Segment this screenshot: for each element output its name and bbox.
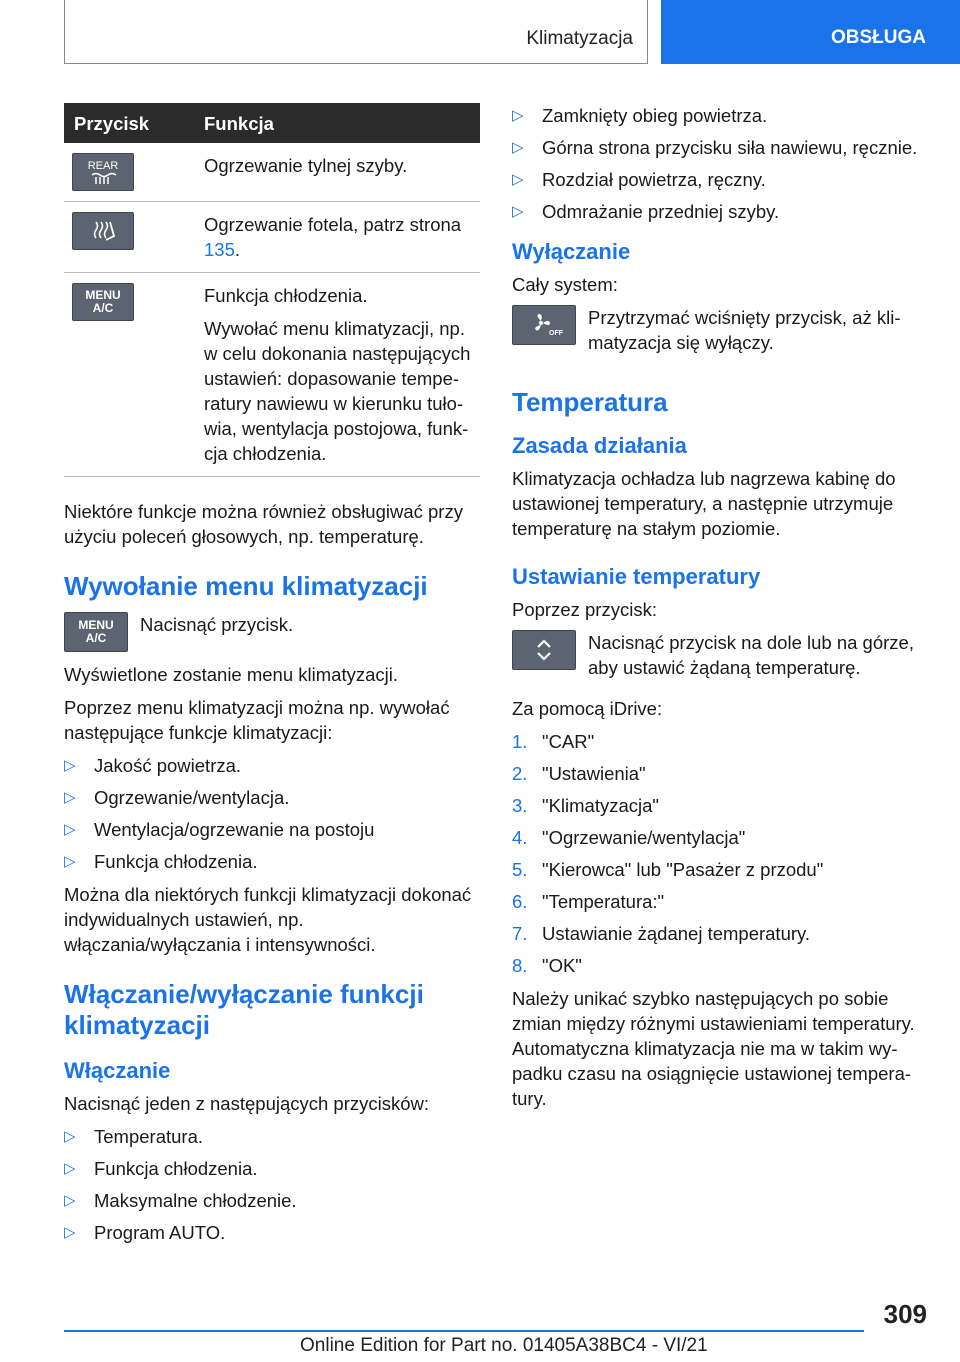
heading-set-temperature: Ustawianie temperatury: [512, 564, 761, 589]
on-button-list: [64, 1124, 480, 1245]
chapter-tab[interactable]: OBSŁUGA: [661, 0, 960, 64]
list-item: 1. "CAR": [512, 731, 595, 752]
heading-principle: Zasada działania: [512, 433, 687, 458]
table-row: [64, 143, 480, 202]
list-item: 6. "Temperatura:": [512, 891, 665, 912]
table-header-function: Funkcja: [192, 103, 480, 143]
list-item: 4. "Ogrzewanie/wentylacja": [512, 827, 746, 848]
list-item: ▷ Odmrażanie przedniej szyby.: [512, 199, 928, 224]
list-item: ▷ Ogrzewanie/wentylacja.: [64, 785, 480, 810]
list-item: 2. "Ustawienia": [512, 763, 646, 784]
paragraph: Nacisnąć jeden z następujących przycisków:: [64, 1093, 430, 1114]
paragraph: Poprzez menu klimatyzacji można np. wywołać następujące funkcje klimatyzacji:: [64, 697, 450, 743]
temperature-up-down-icon: [512, 630, 576, 670]
list-item: 3. "Klimatyzacja": [512, 795, 659, 816]
page-number: 309: [883, 1299, 927, 1329]
heading-off: Wyłączanie: [512, 239, 631, 264]
paragraph: Można dla niektórych funkcji klimatyzacji dokonać indywidualnych ustawień, np. włączania/wyłączania i intensywności.: [64, 884, 472, 955]
idrive-steps: [512, 729, 928, 978]
function-text: Funkcja chłodzenia.: [204, 285, 368, 306]
page-link[interactable]: 135: [204, 239, 235, 260]
instruction-text: Przytrzymać wciśnięty przycisk, aż klimatyzacja się wyłączy.: [588, 307, 901, 353]
instruction-text: Nacisnąć przycisk.: [140, 614, 294, 635]
paragraph: Wyświetlone zostanie menu klimatyzacji.: [64, 664, 398, 685]
instruction-text: Nacisnąć przycisk na dole lub na górze, aby ustawić żądaną temperaturę.: [588, 632, 914, 678]
heading-on: Włączanie: [64, 1058, 171, 1083]
list-item: ▷ Jakość powietrza.: [64, 753, 480, 778]
paragraph: Cały system:: [512, 274, 618, 295]
list-item: ▷ Zamknięty obieg powietrza.: [512, 103, 928, 128]
menu-function-list: [64, 753, 480, 874]
set-instruction: [512, 630, 928, 680]
list-item: ▷ Program AUTO.: [64, 1220, 480, 1245]
list-item: ▷ Rozdział powietrza, ręczny.: [512, 167, 928, 192]
climate-off-icon: [512, 305, 576, 345]
menu-ac-icon: MENU A/C: [72, 283, 134, 321]
seat-heating-icon: [72, 212, 134, 250]
paragraph: Poprzez przycisk:: [512, 599, 657, 620]
rear-window-heating-icon: REAR: [72, 153, 134, 191]
heading-temperature: Temperatura: [512, 387, 668, 417]
list-item: ▷ Górna strona przycisku siła nawiewu, ręcznie.: [512, 135, 928, 160]
paragraph: Za pomocą iDrive:: [512, 698, 663, 719]
list-item: ▷ Wentylacja/ogrzewanie na postoju: [64, 817, 480, 842]
list-item: ▷ Funkcja chłodzenia.: [64, 849, 480, 874]
list-item: ▷ Maksymalne chłodzenie.: [64, 1188, 480, 1213]
heading-menu: Wywołanie menu klimatyzacji: [64, 571, 428, 601]
heading-onoff: Włączanie/wyłączanie funkcji klimatyzacji: [64, 979, 424, 1040]
function-text: Ogrzewanie fotela, patrz strona 135.: [204, 214, 462, 260]
list-item: 7. Ustawianie żądanej temperatury.: [512, 923, 811, 944]
table-header-button: Przycisk: [64, 103, 192, 143]
list-item: 5. "Kierowca" lub "Pasażer z przodu": [512, 859, 824, 880]
function-text: Ogrzewanie tylnej szyby.: [204, 155, 408, 176]
off-instruction: [512, 305, 928, 355]
paragraph: Należy unikać szybko następujących po sobie zmian między różnymi ustawieniami temperatury. Automatyczna klimatyzacja nie ma w takim wypadku czasu na osiągnięcie ustawionej temperatury.: [512, 988, 915, 1109]
section-title: Klimatyzacja: [526, 28, 633, 49]
header-box: [64, 0, 648, 64]
list-item: ▷ Temperatura.: [64, 1124, 480, 1149]
svg-text:OFF: OFF: [549, 330, 563, 337]
menu-ac-icon: MENU A/C: [64, 612, 128, 652]
list-item: ▷ Funkcja chłodzenia.: [64, 1156, 480, 1181]
button-function-table: [64, 103, 480, 477]
list-item: 8. "OK": [512, 955, 582, 976]
footer-divider: [64, 1330, 864, 1332]
table-row: [64, 273, 480, 477]
edition-footer: Online Edition for Part no. 01405A38BC4 - VI/21: [300, 1335, 708, 1356]
on-button-list-continued: [512, 103, 928, 224]
function-text: Wywołać menu klimatyzacji, np. w celu dokonania następujących ustawień: dopasowanie temperatury nawiewu w kierunku tułowia, wentylacja postojowa, funkcja chłodzenia.: [204, 318, 471, 464]
left-column: [64, 103, 480, 1253]
menu-instruction: [64, 612, 480, 652]
table-row: [64, 202, 480, 273]
paragraph: Klimatyzacja ochładza lub nagrzewa kabinę do ustawionej temperatury, a następnie utrzymuje temperaturę na stałym poziomie.: [512, 468, 896, 539]
right-column: [512, 103, 928, 1119]
intro-paragraph: Niektóre funkcje można również obsługiwać przy użyciu poleceń głosowych, np. temperaturę.: [64, 501, 463, 547]
